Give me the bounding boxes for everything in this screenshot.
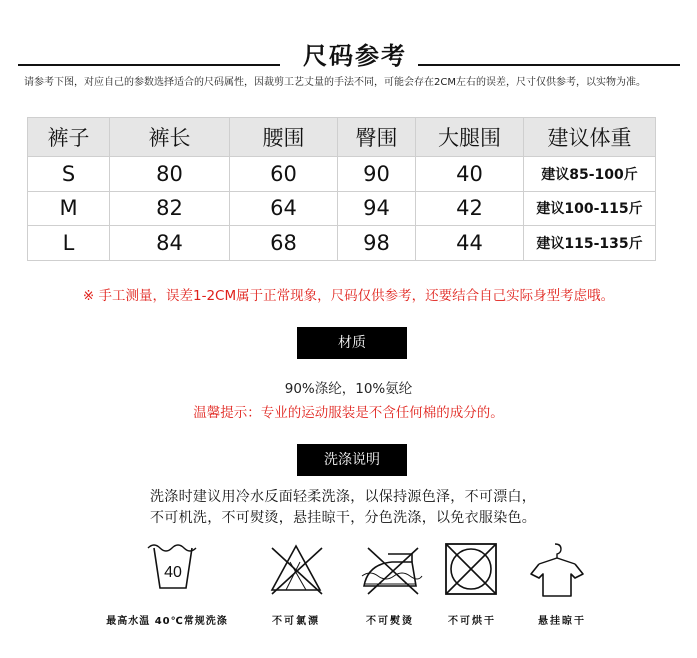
table-cell: 建议85-100斤: [524, 156, 656, 191]
header-cell: 裤长: [110, 118, 230, 157]
care-label-hang-dry: 悬挂晾干: [538, 616, 586, 627]
care-label-wash-40: 最高水温 40℃常规洗涤: [106, 616, 228, 627]
table-cell: 90: [338, 156, 416, 191]
header-cell: 建议体重: [524, 118, 656, 157]
table-cell: 98: [338, 226, 416, 261]
table-cell: 82: [110, 191, 230, 226]
material-heading: 材质: [297, 327, 407, 359]
care-label-no-iron: 不可熨烫: [366, 616, 414, 627]
hang-dry-icon: [497, 540, 617, 600]
table-cell: S: [28, 156, 110, 191]
table-cell: 建议115-135斤: [524, 226, 656, 261]
table-header-row: [28, 118, 656, 157]
wash-temperature: 40: [164, 564, 182, 581]
wash-40-icon: [110, 540, 230, 596]
table-cell: 68: [230, 226, 338, 261]
table-cell: 84: [110, 226, 230, 261]
washing-line-2: 不可机洗，不可熨烫，悬挂晾干，分色洗涤，以免衣服染色。: [150, 510, 537, 526]
table-cell: 44: [416, 226, 524, 261]
header-cell: 臀围: [338, 118, 416, 157]
table-row: [28, 156, 656, 191]
table-cell: 94: [338, 191, 416, 226]
care-label-no-bleach: 不可氯漂: [272, 616, 320, 627]
table-cell: M: [28, 191, 110, 226]
table-row: [28, 191, 656, 226]
header-cell: 腰围: [230, 118, 338, 157]
table-cell: 64: [230, 191, 338, 226]
care-label-no-tumble-dry: 不可烘干: [448, 616, 496, 627]
size-note: ※ 手工测量，误差1-2CM属于正常现象，尺码仅供参考，还要结合自己实际身型考虑哦。: [82, 288, 615, 304]
header-rule-left: [18, 64, 280, 66]
table-row: [28, 226, 656, 261]
table-cell: 80: [110, 156, 230, 191]
table-cell: 42: [416, 191, 524, 226]
table-cell: L: [28, 226, 110, 261]
table-cell: 40: [416, 156, 524, 191]
washing-line-1: 洗涤时建议用冷水反面轻柔洗涤，以保持源色泽，不可漂白，: [150, 489, 537, 505]
table-cell: 60: [230, 156, 338, 191]
material-composition: 90%涤纶，10%氨纶: [284, 381, 413, 397]
intro-text: 请参考下图，对应自己的参数选择适合的尺码属性，因裁剪工艺丈量的手法不同，可能会存在2CM左右的误差，尺寸仅供参考，以实物为准。: [24, 77, 646, 88]
page-title: 尺码参考: [303, 42, 407, 70]
header-cell: 大腿围: [416, 118, 524, 157]
material-tip: 温馨提示：专业的运动服装是不含任何棉的成分的。: [193, 405, 504, 421]
size-table: [27, 117, 656, 261]
header-rule-right: [418, 64, 680, 66]
washing-instructions: [150, 487, 570, 529]
table-cell: 建议100-115斤: [524, 191, 656, 226]
header-cell: 裤子: [28, 118, 110, 157]
washing-heading: 洗涤说明: [297, 444, 407, 476]
